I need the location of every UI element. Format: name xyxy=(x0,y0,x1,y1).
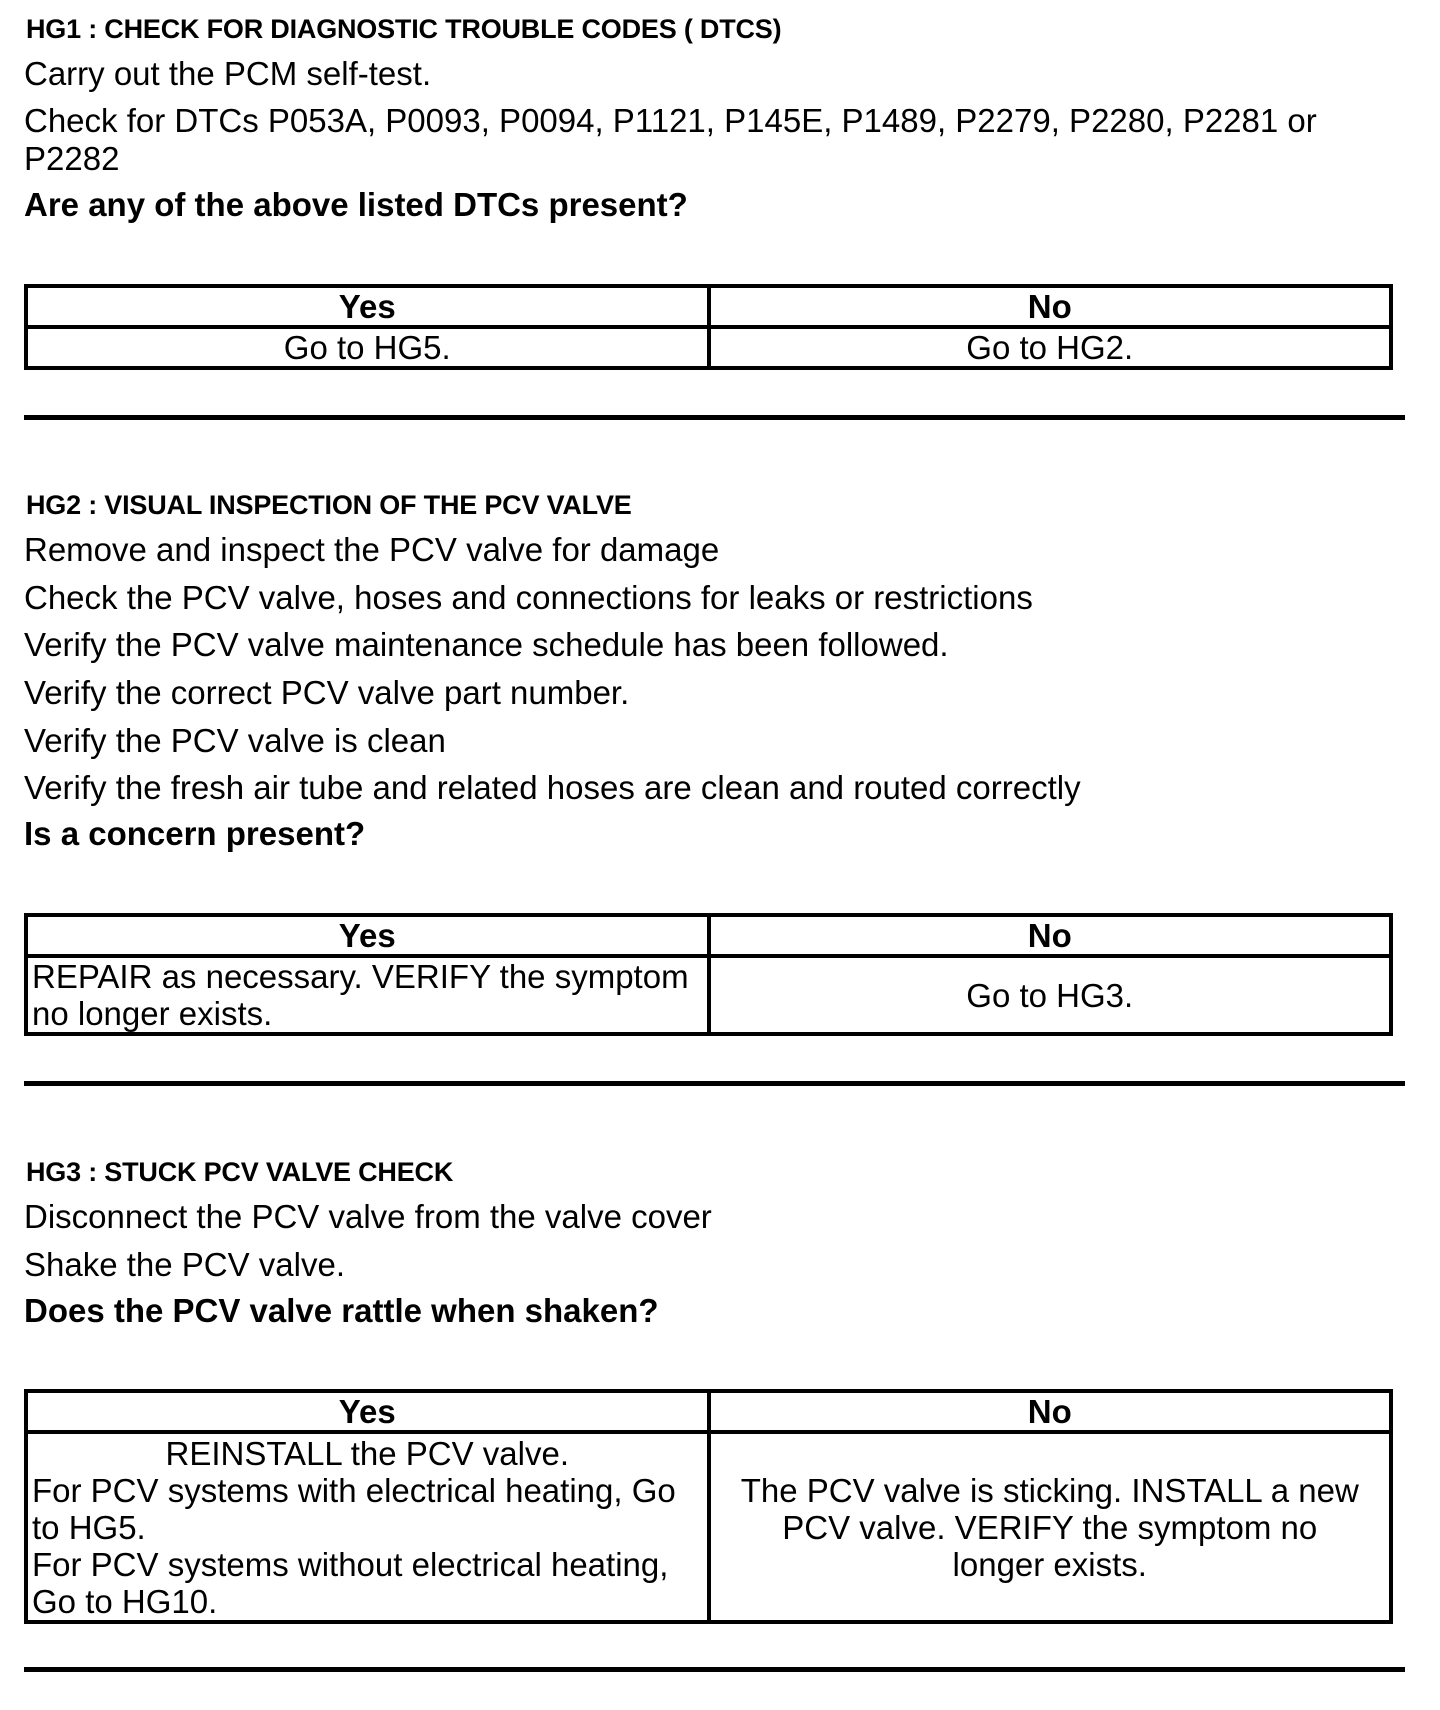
section-divider xyxy=(24,415,1405,420)
no-header: No xyxy=(709,286,1392,327)
yes-header: Yes xyxy=(26,1391,709,1432)
no-result: Go to HG3. xyxy=(709,956,1392,1034)
instruction-hg3-1: Disconnect the PCV valve from the valve cover xyxy=(24,1198,712,1235)
step-title-hg1: HG1 : CHECK FOR DIAGNOSTIC TROUBLE CODES ( DTCS) xyxy=(26,14,782,44)
yes-result-line: REINSTALL the PCV valve. xyxy=(165,1434,569,1472)
no-header: No xyxy=(709,1391,1392,1432)
yes-header: Yes xyxy=(26,915,709,956)
instruction-hg2-6: Verify the fresh air tube and related hoses are clean and routed correctly xyxy=(24,769,1081,806)
instruction-hg2-5: Verify the PCV valve is clean xyxy=(24,722,446,759)
section-divider xyxy=(24,1081,1405,1086)
no-header: No xyxy=(709,915,1392,956)
yes-result xyxy=(26,1432,709,1622)
instruction-hg2-1: Remove and inspect the PCV valve for damage xyxy=(24,531,720,568)
instruction-hg2-4: Verify the correct PCV valve part number. xyxy=(24,674,630,711)
section-divider xyxy=(24,1667,1405,1672)
instruction-hg3-2: Shake the PCV valve. xyxy=(24,1246,346,1283)
result-table-hg2 xyxy=(24,913,1393,1036)
instruction-hg2-3: Verify the PCV valve maintenance schedule has been followed. xyxy=(24,626,949,663)
yes-result: REPAIR as necessary. VERIFY the symptom no longer exists. xyxy=(26,956,709,1034)
no-result: Go to HG2. xyxy=(709,327,1392,368)
step-title-hg3: HG3 : STUCK PCV VALVE CHECK xyxy=(26,1157,454,1187)
question-hg2: Is a concern present? xyxy=(24,815,366,852)
instruction-hg2-2: Check the PCV valve, hoses and connections for leaks or restrictions xyxy=(24,579,1033,616)
yes-header: Yes xyxy=(26,286,709,327)
yes-result: Go to HG5. xyxy=(26,327,709,368)
question-hg3: Does the PCV valve rattle when shaken? xyxy=(24,1292,659,1329)
yes-result-line: For PCV systems with electrical heating, Go to HG5. xyxy=(32,1471,676,1546)
yes-result-line: For PCV systems without electrical heating, Go to HG10. xyxy=(32,1545,669,1620)
step-title-hg2: HG2 : VISUAL INSPECTION OF THE PCV VALVE xyxy=(26,490,632,520)
question-hg1: Are any of the above listed DTCs present? xyxy=(24,186,688,223)
instruction-hg1-1: Carry out the PCM self-test. xyxy=(24,55,432,92)
result-table-hg1 xyxy=(24,284,1393,370)
no-result: The PCV valve is sticking. INSTALL a new PCV valve. VERIFY the symptom no longer exists. xyxy=(709,1432,1392,1622)
instruction-hg1-2: Check for DTCs P053A, P0093, P0094, P1121, P145E, P1489, P2279, P2280, P2281 or P2282 xyxy=(24,102,1326,177)
result-table-hg3 xyxy=(24,1389,1393,1624)
